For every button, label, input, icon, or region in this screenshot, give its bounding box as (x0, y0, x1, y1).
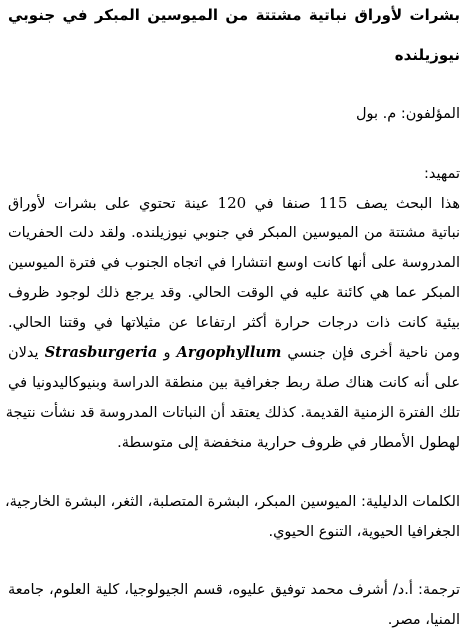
sample-count: 120 (217, 194, 247, 212)
species-count: 115 (318, 194, 348, 212)
intro-line-1-part-b: صنفا في (254, 196, 311, 212)
intro-line-2: نباتية مشتتة من الميوسين المبكر في جنوبي نيوزيلنده. ولقد دلت الحفريات (8, 225, 460, 241)
intro-line-6-part-c: يدلان (8, 345, 39, 361)
intro-line-1-part-c: عينة تحتوي على بشرات لأوراق (8, 196, 210, 212)
intro-line-8: تلك الفترة الزمنية القديمة. كذلك يعتقد أن النباتات المدروسة قد نشأت نتيجة (5, 405, 460, 421)
intro-line-4: المبكر عما هي كائنة عليه في الوقت الحالي. وقد يرجع ذلك لوجود ظروف (8, 285, 460, 301)
authors-line (8, 104, 460, 124)
intro-line-6-part-b: و (163, 345, 171, 361)
genus-argophyllum: Argophyllum (176, 344, 282, 361)
intro-heading: تمهيد: (424, 166, 460, 182)
intro-line-3: المدروسة على أنها كانت اوسع انتشارا في اتجاه الجنوب في فترة الميوسين (8, 255, 460, 271)
intro-line-5: بيئية كانت ذات درجات حرارة أكثر ارتفاعا عن مثيلاتها في وقتنا الحالي. (8, 315, 460, 331)
title-line-2: نيوزيلنده (394, 46, 460, 64)
intro-line-9: لهطول الأمطار في ظروف حرارية منخفضة إلى متوسطة. (117, 435, 460, 451)
intro-line-7: على أنه كانت هناك صلة ربط جغرافية بين منطقة الدراسة وبنيوكاليدونيا في (8, 375, 460, 391)
keywords-line-1: الكلمات الدليلية: الميوسين المبكر، البشرة المتصلبة، الثغر، البشرة الخارجية، (4, 494, 460, 510)
translation-line-1: ترجمة: أ.د/ أشرف محمد توفيق عليوه، قسم الجيولوجيا، كلية العلوم، جامعة (8, 582, 460, 598)
intro-line-6 (8, 343, 460, 363)
genus-strasburgeria: Strasburgeria (44, 344, 158, 361)
intro-line-1 (8, 193, 460, 214)
intro-line-6-part-a: ومن ناحية أخرى فإن جنسي (287, 345, 460, 361)
translation-line-2: المنيا، مصر. (387, 612, 460, 628)
title-line-1: بشرات لأوراق نباتية مشتتة من الميوسين المبكر في جنوبي (8, 6, 460, 24)
authors-label: المؤلفون: (400, 106, 460, 122)
authors-names: م. بول (356, 106, 397, 122)
intro-line-1-part-a: هذا البحث يصف (355, 196, 461, 212)
keywords-line-2: الجغرافيا الحيوية، التنوع الحيوي. (268, 524, 460, 540)
